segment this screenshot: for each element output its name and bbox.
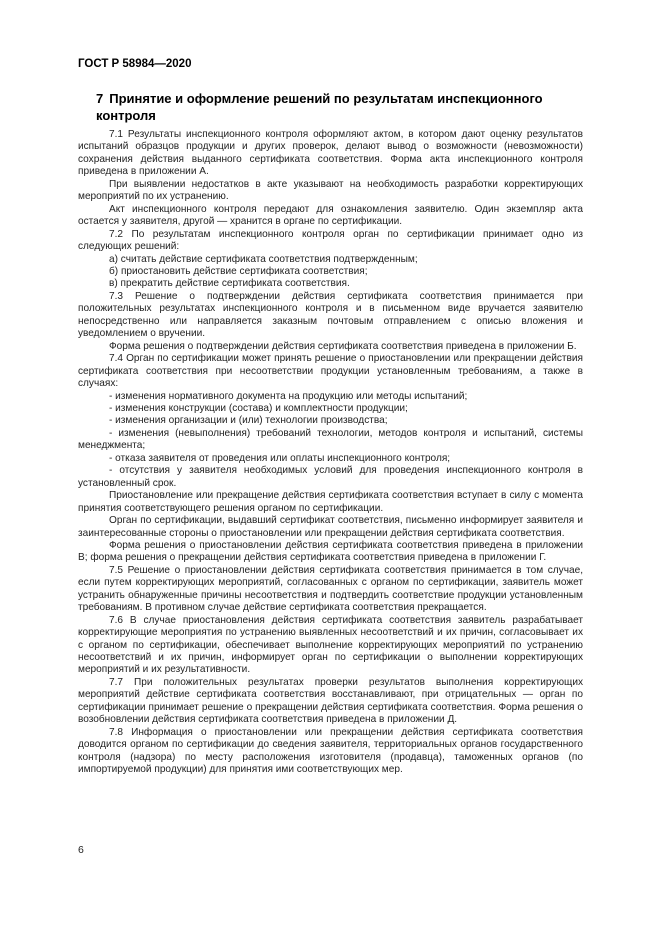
list-item: - изменения организации и (или) технологии производства;: [109, 415, 388, 427]
paragraph: Форма решения о приостановлении действия сертификата соответствия приведена в приложении В; форма решения о прекращении действия сертификата соответствия приведена в приложении Г.: [78, 539, 583, 564]
list-item: - отсутствия у заявителя необходимых условий для проведения инспекционного контроля в установленный срок.: [78, 465, 583, 489]
paragraph-7-8: 7.8 Информация о приостановлении или прекращении действия сертификата соответствия доводится органом по сертификации до сведения заявителя, территориальных органов государственного контроля (надзора) по месту расположения изготовителя (продавца), таможенных органов (по импортируемой продукции) для принятия ими соответствующих мер.: [78, 726, 583, 776]
page-number: 6: [78, 844, 84, 856]
list-item: - отказа заявителя от проведения или оплаты инспекционного контроля;: [109, 452, 451, 464]
paragraph: Орган по сертификации, выдавший сертификат соответствия, письменно информирует заявителя и заинтересованные стороны о приостановлении или прекращении действия сертификата соответствия.: [78, 515, 583, 539]
list-item: - изменения (невыполнения) требований технологии, методов контроля и испытаний, системы менеджмента;: [78, 427, 583, 452]
paragraph-7-2: 7.2 По результатам инспекционного контроля орган по сертификации принимает одно из следующих решений:: [78, 228, 583, 253]
body-text: [78, 129, 583, 777]
paragraph-7-3: 7.3 Решение о подтверждении действия сертификата соответствия принимается при положительных результатах инспекционного контроля и в письменном виде вручается заявителю непосредственно или направляется заказным почтовым отправлением с описью вложения и уведомлением о вручении.: [78, 290, 583, 340]
standard-header: ГОСТ Р 58984—2020: [78, 58, 192, 70]
paragraph-7-1: 7.1 Результаты инспекционного контроля оформляют актом, в котором дают оценку результатов испытаний образцов продукции и других проверок, делают вывод о возможности (невозможности) сохранения действия выданного сертификата соответствия. Форма акта инспекционного контроля приведена в приложении А.: [78, 129, 583, 178]
list-item: в) прекратить действие сертификата соответствия.: [109, 278, 350, 290]
section-number: 7: [96, 91, 104, 106]
list-item: - изменения конструкции (состава) и комплектности продукции;: [109, 402, 408, 414]
list-item: - изменения нормативного документа на продукцию или методы испытаний;: [109, 390, 468, 402]
paragraph-7-5: 7.5 Решение о приостановлении действия сертификата соответствия принимается в том случае, если путем корректирующих мероприятий, согласованных с органом по сертификации, заявитель может устранить обнаруженные причины несоответствия и подтвердить соответствие продукции установленным требованиям. В противном случае действие сертификата соответствия прекращается.: [78, 564, 583, 614]
paragraph: При выявлении недостатков в акте указывают на необходимость разработки корректирующих мероприятий по их устранению.: [78, 178, 583, 203]
paragraph-7-7: 7.7 При положительных результатах проверки результатов выполнения корректирующих мероприятий действие сертификата соответствия восстанавливают, при отрицательных — орган по сертификации принимает решение о прекращении действия сертификата соответствия. Форма решения о возобновлении действия сертификата соответствия приведена в приложении Д.: [78, 676, 583, 726]
list-item: а) считать действие сертификата соответствия подтвержденным;: [109, 253, 418, 265]
list-item: б) приостановить действие сертификата соответствия;: [109, 265, 368, 277]
paragraph-7-6: 7.6 В случае приостановления действия сертификата соответствия заявитель разрабатывает корректирующие мероприятия по устранению выявленных несоответствий и их причин, согласовывает их с органом по сертификации, обеспечивает выполнение корректирующих мероприятий по устранению несоответствий и их причин, информирует орган по сертификации о выполнении корректирующих мероприятий и их результативности.: [78, 614, 583, 676]
section-title: Принятие и оформление решений по результатам инспекционного контроля: [96, 91, 543, 123]
section-heading: [96, 90, 576, 124]
paragraph: Приостановление или прекращение действия сертификата соответствия вступает в силу с момента принятия соответствующего решения органом по сертификации.: [78, 490, 583, 514]
paragraph-7-4: 7.4 Орган по сертификации может принять решение о приостановлении или прекращении действия сертификата соответствия при несоответствии продукции установленным требованиям, а также в случаях:: [78, 353, 583, 390]
paragraph: Акт инспекционного контроля передают для ознакомления заявителю. Один экземпляр акта остается у заявителя, другой — хранится в органе по сертификации.: [78, 203, 583, 228]
paragraph: Форма решения о подтверждении действия сертификата соответствия приведена в приложении Б.: [109, 340, 577, 352]
